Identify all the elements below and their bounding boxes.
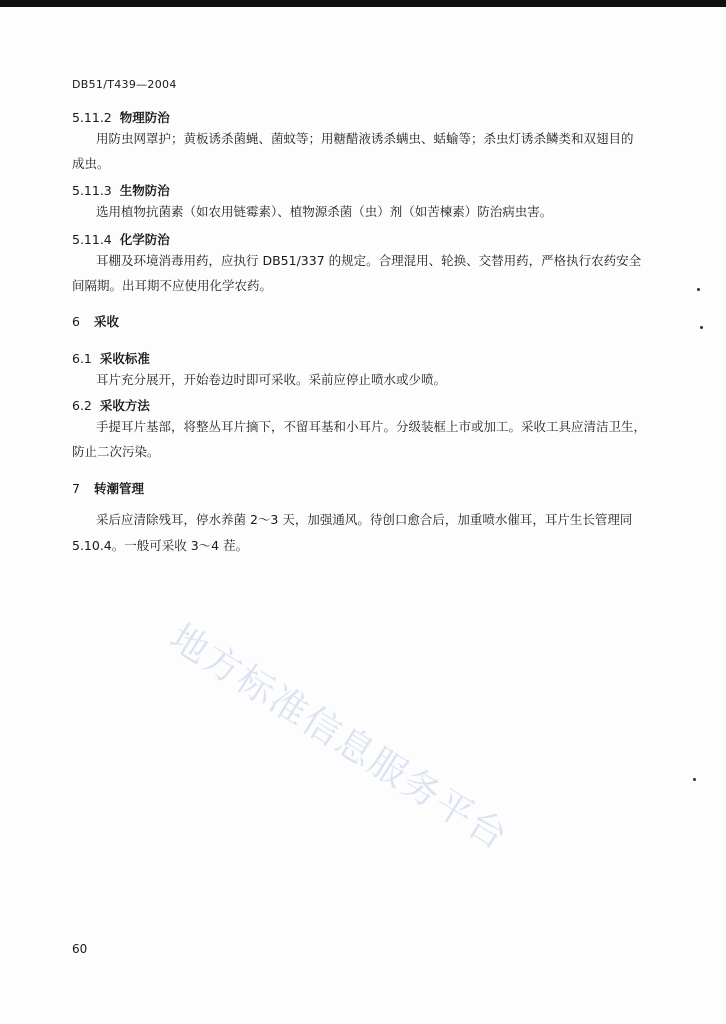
section-6-2-line-1: 手提耳片基部，将整丛耳片摘下，不留耳基和小耳片。分级装框上市或加工。采收工具应清洁卫生，: [96, 419, 647, 434]
scan-speck: [697, 288, 700, 291]
section-number: 6.1: [72, 351, 92, 366]
section-5-11-2-heading: [72, 108, 170, 126]
page-number: 60: [72, 942, 88, 956]
scan-speck: [700, 326, 703, 329]
section-5-11-4-line-2: 间隔期。出耳期不应使用化学农药。: [72, 278, 273, 293]
section-7-heading: [72, 479, 144, 497]
section-number: 6: [72, 314, 80, 329]
top-border-rule: [0, 0, 726, 7]
section-7-line-1: 采后应清除残耳，停水养菌 2～3 天，加强通风。待创口愈合后，加重喷水催耳，耳片生长管理同: [96, 512, 633, 527]
section-number: 6.2: [72, 398, 92, 413]
section-5-11-2-line-1: 用防虫网罩护；黄板诱杀菌蝇、菌蚊等；用糖醋液诱杀螨虫、蛞蝓等；杀虫灯诱杀鳞类和双翅目的: [96, 131, 634, 146]
section-6-1-heading: [72, 349, 150, 367]
section-title: 采收标准: [99, 351, 150, 366]
section-number: 5.11.4: [72, 232, 112, 247]
section-title: 生物防治: [119, 183, 170, 198]
section-5-11-4-line-1: 耳棚及环境消毒用药，应执行 DB51/337 的规定。合理混用、轮换、交替用药，严格执行农药安全: [96, 253, 642, 268]
section-number: 7: [72, 481, 80, 496]
section-5-11-4-heading: [72, 230, 170, 248]
section-title: 物理防治: [119, 110, 170, 125]
section-6-2-heading: [72, 396, 150, 414]
section-6-2-line-2: 防止二次污染。: [72, 444, 160, 459]
section-6-heading: [72, 312, 119, 330]
watermark-text: 地方标准信息服务平台: [162, 615, 516, 859]
section-title: 采收方法: [99, 398, 150, 413]
section-5-11-2-line-2: 成虫。: [72, 156, 110, 171]
section-title: 化学防治: [119, 232, 170, 247]
section-title: 转潮管理: [93, 481, 144, 496]
scan-speck: [693, 778, 696, 781]
section-6-1-line-1: 耳片充分展开，开始卷边时即可采收。采前应停止喷水或少喷。: [96, 372, 447, 387]
section-number: 5.11.2: [72, 110, 112, 125]
section-5-11-3-line-1: 选用植物抗菌素（如农用链霉素）、植物源杀菌（虫）剂（如苦楝素）防治病虫害。: [96, 204, 553, 219]
section-5-11-3-heading: [72, 181, 170, 199]
section-number: 5.11.3: [72, 183, 112, 198]
section-title: 采收: [93, 314, 119, 329]
document-code: DB51/T439—2004: [72, 78, 177, 91]
section-7-line-2: 5.10.4。一般可采收 3～4 茬。: [72, 538, 249, 553]
